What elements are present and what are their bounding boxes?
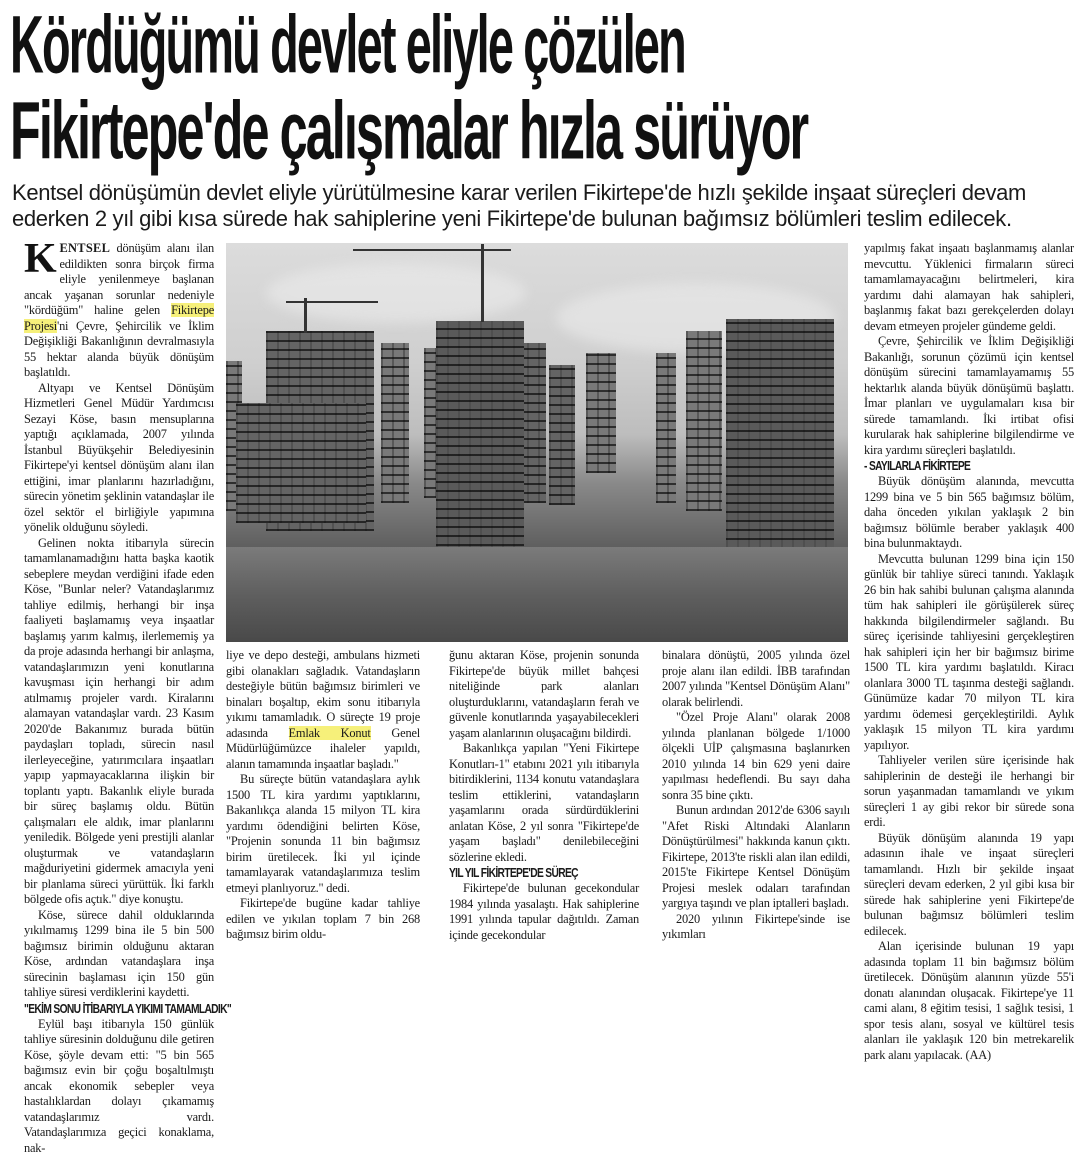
paragraph-text: liye ve depo desteği, ambulans hizmeti gibi olanakları sağladık. Vatandaşların desteğiyle bütün bağımsız birimleri ve binaları boşaltıp, ekim sonu itibarıyla yıkımı tamamladık. O süreçte 19 proje adasında bbox=[226, 648, 420, 740]
paragraph: Fikirtepe'de bugüne kadar tahliye edilen ve yıkılan toplam 7 bin 268 bağımsız birim oldu- bbox=[226, 896, 420, 943]
paragraph: Büyük dönüşüm alanında 19 yapı adasının ihale ve inşaat süreçleri tamamlandı. Hızlı bir şekilde inşaat süreçleri devam ederken, 2 yıl gibi kısa bir sürede hak sahiplerine yeni Fikirtepe'de bulunan bağımsız bölümleri teslim edilecek. bbox=[864, 831, 1074, 940]
section-subhead: - SAYILARLA FİKİRTEPE bbox=[864, 458, 1036, 474]
article-column-5 bbox=[864, 241, 1074, 1063]
paragraph: Köse, sürece dahil olduklarında yıkılmamış 1299 bina ile 5 bin 500 bağımsız birimin olduğunu aktaran Köse, ardından vatandaşlara inşa sürecinin başlaması için 150 gün tahliye süresi verdiklerini kaydetti. bbox=[24, 908, 214, 1001]
section-subhead: "EKİM SONU İTİBARIYLA YIKIMI TAMAMLADIK" bbox=[24, 1001, 180, 1017]
paragraph-text: dönüşüm alanı ilan edildikten sonra birçok firma eliyle yenilenmeye başlanan ancak yaşanan sorunlar nedeniyle "kördüğüm" haline gelen bbox=[24, 241, 214, 317]
paragraph: Altyapı ve Kentsel Dönüşüm Hizmetleri Genel Müdür Yardımcısı Sezayi Köse, basın mensuplarına yaptığı açıklamada, 2007 yılında İstanbul Büyükşehir Belediyesinin Fikirtepe'yi kentsel dönüşüm alanı ilan ettiğini, imar planlarını hazırladığını, sürecin yönetim şeklinin vatandaşlar ile özel sektör el birliğiyle yapımına yönelik olduğunu söyledi. bbox=[24, 381, 214, 536]
paragraph: Çevre, Şehircilik ve İklim Değişikliği Bakanlığı, sorunun çözümü için kentsel dönüşüm sürecini tamamlayamamış 55 hektarlık alanda büyük dönüşümü başlattı. İmar planları ve uygulamaları kısa bir sürede tamamlandı. İki irtibat ofisi kurularak hak sahiplerine bilgilendirme ve kira yardımı süreçleri başlatıldı. bbox=[864, 334, 1074, 458]
deck-line-1: Kentsel dönüşümün devlet eliyle yürütülmesine karar verilen Fikirtepe'de hızlı şekilde inşaat süreçleri devam bbox=[12, 180, 1082, 206]
article-deck bbox=[12, 180, 1082, 232]
paragraph: 2020 yılının Fikirtepe'sinde ise yıkımları bbox=[662, 912, 850, 943]
paragraph: Tahliyeler verilen süre içerisinde hak sahiplerinin de desteği ile herhangi bir sorun yaşanmadan tamamlandı ve yıkım süreçleri 1 ay gibi rekor bir sürede sona erdi. bbox=[864, 753, 1074, 831]
headline-line-2: Fikirtepe'de çalışmalar hızla sürüyor bbox=[10, 86, 807, 174]
article-column-1 bbox=[24, 241, 214, 881]
construction-site-ground bbox=[226, 547, 848, 642]
paragraph: Bu süreçte bütün vatandaşlara aylık 1500 TL kira yardımı yaptıklarını, Bakanlıkça alanda 15 milyon TL kira yardımı ödendiğini belirten Köse, "Projenin sonunda 11 bin bağımsız birim üretilecek. İki yıl içinde tamamlayarak vatandaşlarımıza teslim etmeyi planlıyoruz." dedi. bbox=[226, 772, 420, 896]
paragraph-text: 'ni Çevre, Şehircilik ve İklim Değişikliği Bakanlığının devralmasıyla 55 hektar alanda büyük dönüşüm başlatıldı. bbox=[24, 319, 214, 380]
paragraph-lead bbox=[24, 241, 214, 381]
paragraph: binalara dönüştü, 2005 yılında özel proje alanı ilan edildi. İBB tarafından 2007 yılında "Kentsel Dönüşüm Alanı" olarak belirlendi. bbox=[662, 648, 850, 710]
paragraph: Fikirtepe'de bulunan gecekondular 1984 yılında yasalaştı. Hak sahiplerine 1991 yılında tapular dağıtıldı. Zaman içinde gecekondular bbox=[449, 881, 639, 943]
headline-line-1: Kördüğümü devlet eliyle çözülen bbox=[10, 0, 685, 88]
highlighted-term: Fikirtepe Projesi bbox=[24, 303, 214, 333]
paragraph: Mevcutta bulunan 1299 bina için 150 günlük bir tahliye süreci tanındı. Yaklaşık 26 bin hak sahibi bulunan çalışma alanında tüm hak sahipleri ile görüşülerek süreç hakkında bilgilendirmeler sağlandı. Bu süreç içerisinde tahliyesini gerçekleştiren hak sahipleri için her bir bağımsız birime 1500 TL kira yardımı başlatıldı. Kiracı olanlara 3000 TL taşınma desteği sağlandı. Günümüze kadar 70 milyon TL kira yardımı ödemesi gerçekleştirildi. Aylık yaklaşık 15 milyon TL kira yardımı yapılıyor. bbox=[864, 552, 1074, 754]
paragraph bbox=[226, 648, 420, 772]
deck-line-2: ederken 2 yıl gibi kısa sürede hak sahiplerine yeni Fikirtepe'de bulunan bağımsız bölümleri teslim edilecek. bbox=[12, 206, 1082, 232]
lead-caps: ENTSEL bbox=[59, 241, 110, 255]
paragraph: yapılmış fakat inşaatı başlanmamış alanlar mevcuttu. Yüklenici firmaların süreci tamamlamayacağını belirtmeleri, kira yardımı dahi alamayan hak sahipleri, başlanmış fakat bazı gerekçelerden dolayı devam etmeyen projeler gündeme geldi. bbox=[864, 241, 1074, 334]
paragraph: "Özel Proje Alanı" olarak 2008 yılında planlanan bölgede 1/1000 ölçekli UİP çalışmasına başlanırken 2010 yılında 14 bin 629 yeni daire yapılması hedeflendi. Bu sayı daha sonra 35 bine çıktı. bbox=[662, 710, 850, 803]
paragraph: Alan içerisinde bulunan 19 yapı adasında toplam 11 bin bağımsız bölüm üretilecek. Dönüşüm alanının yüzde 55'i donatı alanından oluşacak. Fikirtepe'ye 11 cami alanı, 8 eğitim tesisi, 1 sağlık tesisi, 1 spor tesis alanı, sosyal ve kültürel tesis alanları ile yaklaşık 120 bin metrekarelik park alanı yapılacak. (AA) bbox=[864, 939, 1074, 1063]
paragraph: Gelinen nokta itibarıyla sürecin tamamlanamadığını hatta başka kaotik sebeplere meydan verdiğini ifade eden Köse, "Bunlar neler? Vatandaşlarımız tahliye edilmiş, herhangi bir inşa faaliyeti başlamamış veya inşaatlar başlamış yarım kalmış, ilerlememiş ya da proje adasında herhangi bir anlaşma, vatandaşlarımızın yeni konutlarına kavuşması için herhangi bir adım atılmamış projeler vardı. Kiralarını alamayan vatandaşlar vardı. 23 Kasım 2020'de Bakanımız burada bütün paydaşları topladı, sürecin nasıl ilerleyeceğine, yatırımcılara inşaatları yapıp yapmayacaklarına ilişkin bir toplantı yaptı. Bakanlık eliyle burada bir süreç başlamış oldu. Bütün çalışmaları ele aldık, imar planlarını yeniledik. Bölgede yeni prestijli alanlar oluşturmak ve vatandaşların mağduriyetini gidermek amacıyla yeni bir planlama süreci yürüttük. İki farklı bölgede ofis açtık." diye konuştu. bbox=[24, 536, 214, 908]
article-column-4 bbox=[662, 648, 850, 943]
paragraph: Bunun ardından 2012'de 6306 sayılı "Afet Riski Altındaki Alanların Dönüştürülmesi" hakkında kanun çıktı. Fikirtepe, 2013'te riskli alan ilan edildi, 2015'te Fikirtepe Kentsel Dönüşüm Projesi meslek odaları tarafından yargıya taşındı ve plan iptalleri başladı. bbox=[662, 803, 850, 912]
paragraph-text: Genel Müdürlüğümüzce ihaleler yapıldı, alanın tamamında inşaatlar başladı." bbox=[226, 726, 420, 771]
section-subhead: YIL YIL FİKİRTEPE'DE SÜREÇ bbox=[449, 865, 605, 881]
paragraph: Eylül başı itibarıyla 150 günlük tahliye süresinin dolduğunu dile getiren Köse, şöyle devam etti: "5 bin 565 bağımsız evin bir çoğu boşaltılmıştı ancak ekonomik sebepler veya hastalıklardan dolayı çıkamamış vatandaşlarımız vardı. Vatandaşlarımıza geçici konaklama, nak- bbox=[24, 1017, 214, 1156]
highlighted-term: Emlak Konut bbox=[289, 726, 371, 740]
article-column-2 bbox=[226, 648, 420, 943]
construction-photo bbox=[226, 243, 848, 642]
article-column-3 bbox=[449, 648, 639, 943]
paragraph: Bakanlıkça yapılan "Yeni Fikirtepe Konutları-1" etabını 2021 yılı itibarıyla bitirdiklerini, 1134 konutu vatandaşlara teslim ettiklerini, vatandaşların yaşamlarını orada sürdürdüklerini anlatan Köse, 2 yıl sonra "Fikirtepe'de yaşam başladı" denilebileceğini sözlerine ekledi. bbox=[449, 741, 639, 865]
paragraph: Büyük dönüşüm alanında, mevcutta 1299 bina ve 5 bin 565 bağımsız bölüm, daha önceden yıkılan yaklaşık 2 bin bağımsız bölümle beraber yaklaşık 400 bina bulunmaktaydı. bbox=[864, 474, 1074, 552]
paragraph: ğunu aktaran Köse, projenin sonunda Fikirtepe'de büyük millet bahçesi niteliğinde park alanları oluşturduklarını, vatandaşların ferah ve güvenle konutlarında yaşayabilecekleri yaşam alanlarının oluşacağını bildirdi. bbox=[449, 648, 639, 741]
drop-cap: K bbox=[24, 243, 56, 275]
